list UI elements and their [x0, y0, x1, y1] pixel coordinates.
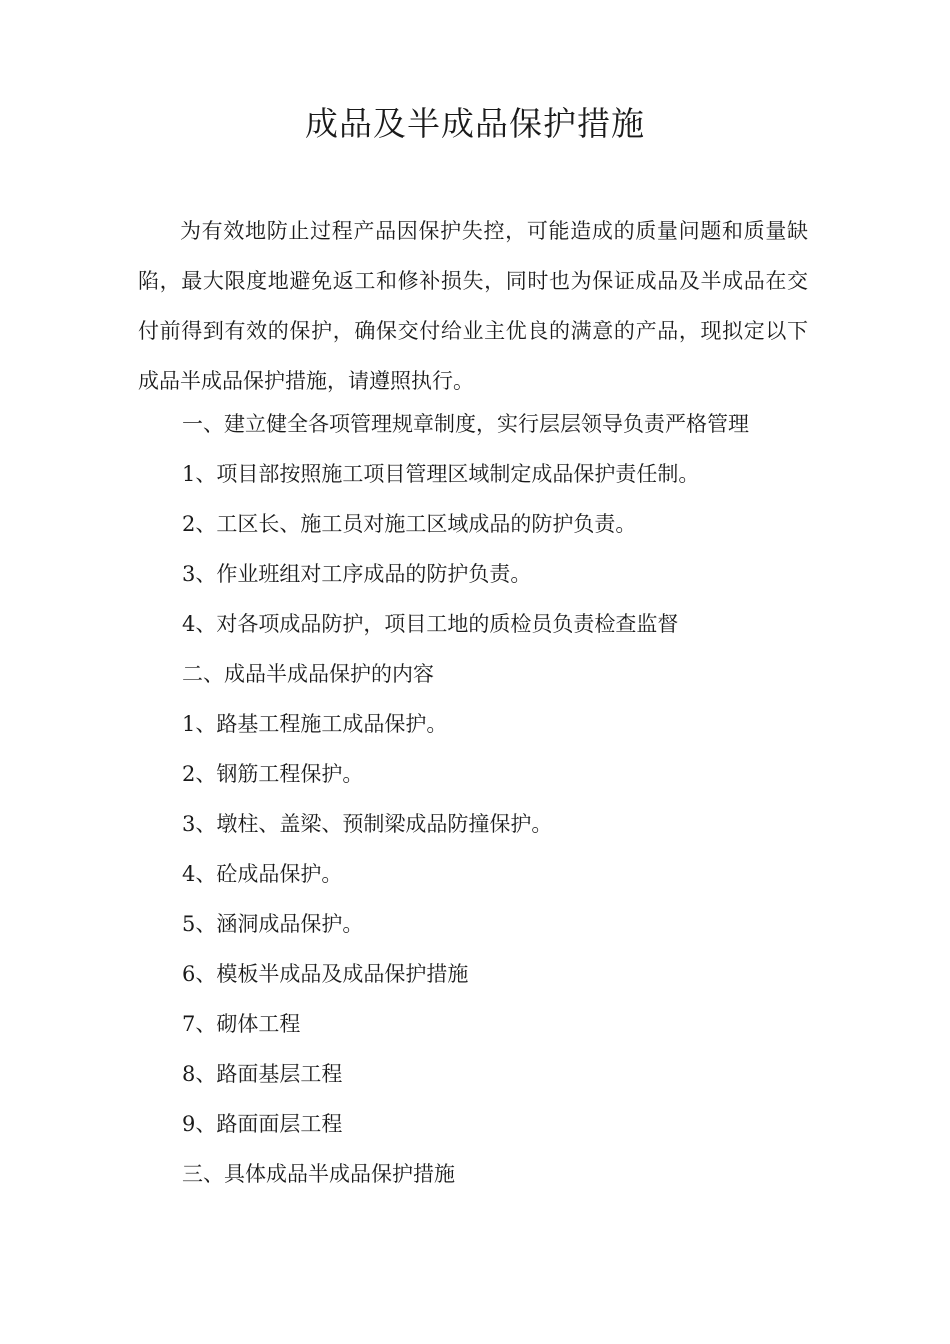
- list-item: 1、项目部按照施工项目管理区域制定成品保护责任制。: [182, 462, 700, 486]
- section-heading-3: 三、具体成品半成品保护措施: [182, 1162, 455, 1186]
- list-item: 3、作业班组对工序成品的防护负责。: [182, 562, 532, 586]
- list-item: 6、模板半成品及成品保护措施: [182, 962, 469, 986]
- list-item: 9、路面面层工程: [182, 1112, 343, 1136]
- list-item: 4、对各项成品防护，项目工地的质检员负责检查监督: [182, 612, 679, 636]
- list-item: 4、砼成品保护。: [182, 862, 343, 886]
- list-item: 1、路基工程施工成品保护。: [182, 712, 448, 736]
- intro-paragraph: 为有效地防止过程产品因保护失控，可能造成的质量问题和质量缺陷，最大限度地避免返工和修补损失，同时也为保证成品及半成品在交付前得到有效的保护，确保交付给业主优良的满意的产品，现拟定以下成品半成品保护措施，请遵照执行。: [138, 219, 808, 393]
- list-item: 2、钢筋工程保护。: [182, 762, 364, 786]
- list-item: 3、墩柱、盖梁、预制梁成品防撞保护。: [182, 812, 553, 836]
- list-item: 8、路面基层工程: [182, 1062, 343, 1086]
- list-item: 7、砌体工程: [182, 1012, 301, 1036]
- document-title: 成品及半成品保护措施: [305, 104, 645, 143]
- list-item: 5、涵洞成品保护。: [182, 912, 364, 936]
- list-item: 2、工区长、施工员对施工区域成品的防护负责。: [182, 512, 637, 536]
- section-heading-2: 二、成品半成品保护的内容: [182, 662, 434, 686]
- section-heading-1: 一、建立健全各项管理规章制度，实行层层领导负责严格管理: [182, 412, 749, 436]
